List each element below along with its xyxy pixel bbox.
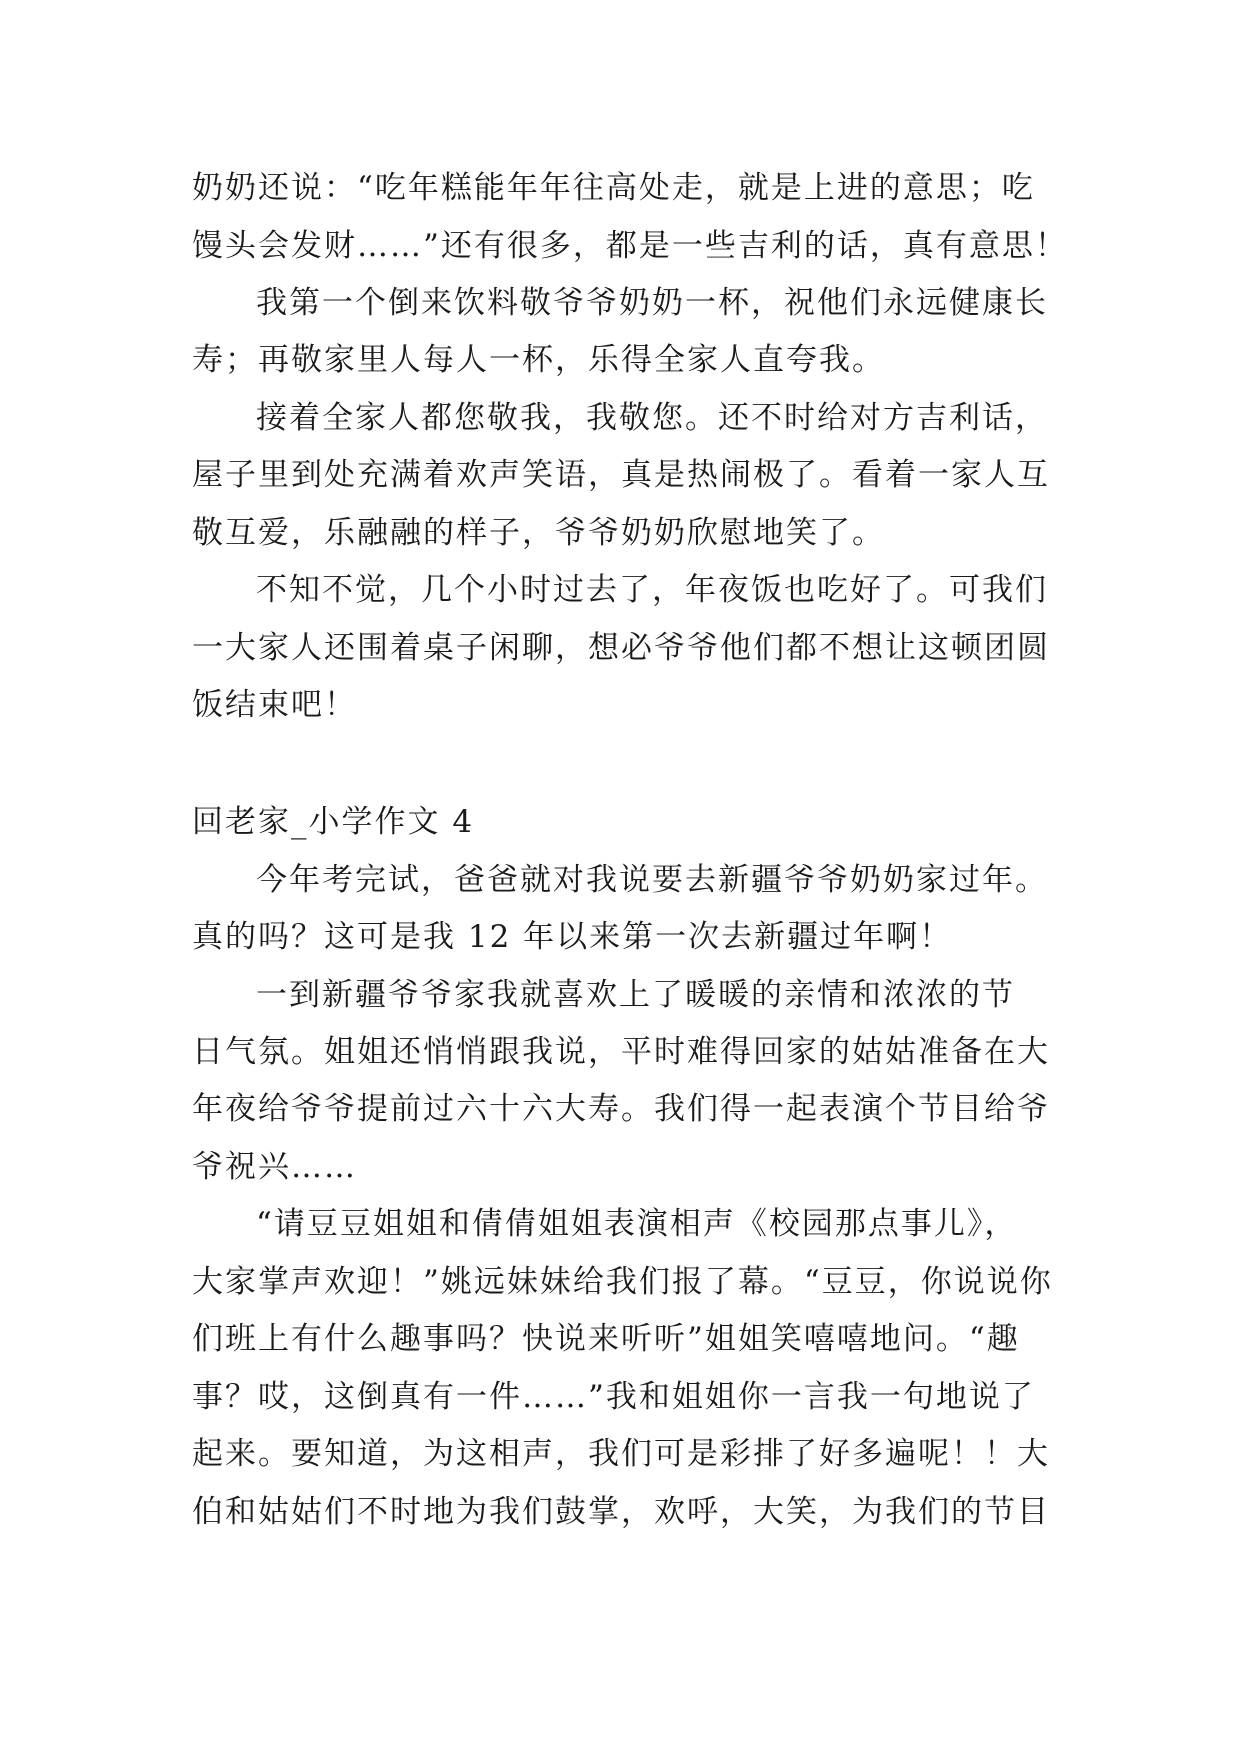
paragraph-line: 起来。要知道，为这相声，我们可是彩排了好多遍呢！！大 (192, 1436, 1050, 1472)
paragraph-line: 事？哎，这倒真有一件……”我和姐姐你一言我一句地说了 (192, 1379, 1035, 1415)
paragraph-line: 伯和姑姑们不时地为我们鼓掌，欢呼，大笑，为我们的节目 (192, 1494, 1050, 1530)
paragraph-line: 奶奶还说：“吃年糕能年年往高处走，就是上进的意思；吃 (192, 170, 1035, 206)
paragraph-line: 不知不觉，几个小时过去了，年夜饭也吃好了。可我们 (256, 572, 1048, 608)
paragraph-line: 屋子里到处充满着欢声笑语，真是热闹极了。看着一家人互 (192, 457, 1050, 493)
paragraph-line: 馒头会发财……”还有很多，都是一些吉利的话，真有意思！ (192, 228, 1068, 264)
paragraph-line: 饭结束吧！ (192, 687, 357, 723)
paragraph-line: 日气氛。姐姐还悄悄跟我说，平时难得回家的姑姑准备在大 (192, 1034, 1050, 1070)
section-title: 回老家_小学作文 4 (192, 804, 475, 840)
paragraph-line: 大家掌声欢迎！”姚远妹妹给我们报了幕。“豆豆，你说说你 (192, 1264, 1053, 1300)
paragraph-line: 我第一个倒来饮料敬爷爷奶奶一杯，祝他们永远健康长 (256, 285, 1048, 321)
paragraph-line: 一大家人还围着桌子闲聊，想必爷爷他们都不想让这顿团圆 (192, 630, 1050, 666)
paragraph-line: 们班上有什么趣事吗？快说来听听”姐姐笑嘻嘻地问。“趣 (192, 1321, 1020, 1357)
paragraph-line: 敬互爱，乐融融的样子，爷爷奶奶欣慰地笑了。 (192, 515, 885, 551)
paragraph-line: 今年考完试，爸爸就对我说要去新疆爷爷奶奶家过年。 (256, 862, 1048, 898)
paragraph-line: 真的吗？这可是我 12 年以来第一次去新疆过年啊！ (192, 919, 953, 955)
paragraph-line: “请豆豆姐姐和倩倩姐姐表演相声《校园那点事儿》， (256, 1206, 1018, 1242)
paragraph-line: 爷祝兴…… (192, 1149, 357, 1185)
paragraph-line: 一到新疆爷爷家我就喜欢上了暖暖的亲情和浓浓的节 (256, 977, 1015, 1013)
paragraph-line: 接着全家人都您敬我，我敬您。还不时给对方吉利话， (256, 400, 1048, 436)
paragraph-line: 年夜给爷爷提前过六十六大寿。我们得一起表演个节目给爷 (192, 1091, 1050, 1127)
paragraph-line: 寿；再敬家里人每人一杯，乐得全家人直夸我。 (192, 342, 885, 378)
